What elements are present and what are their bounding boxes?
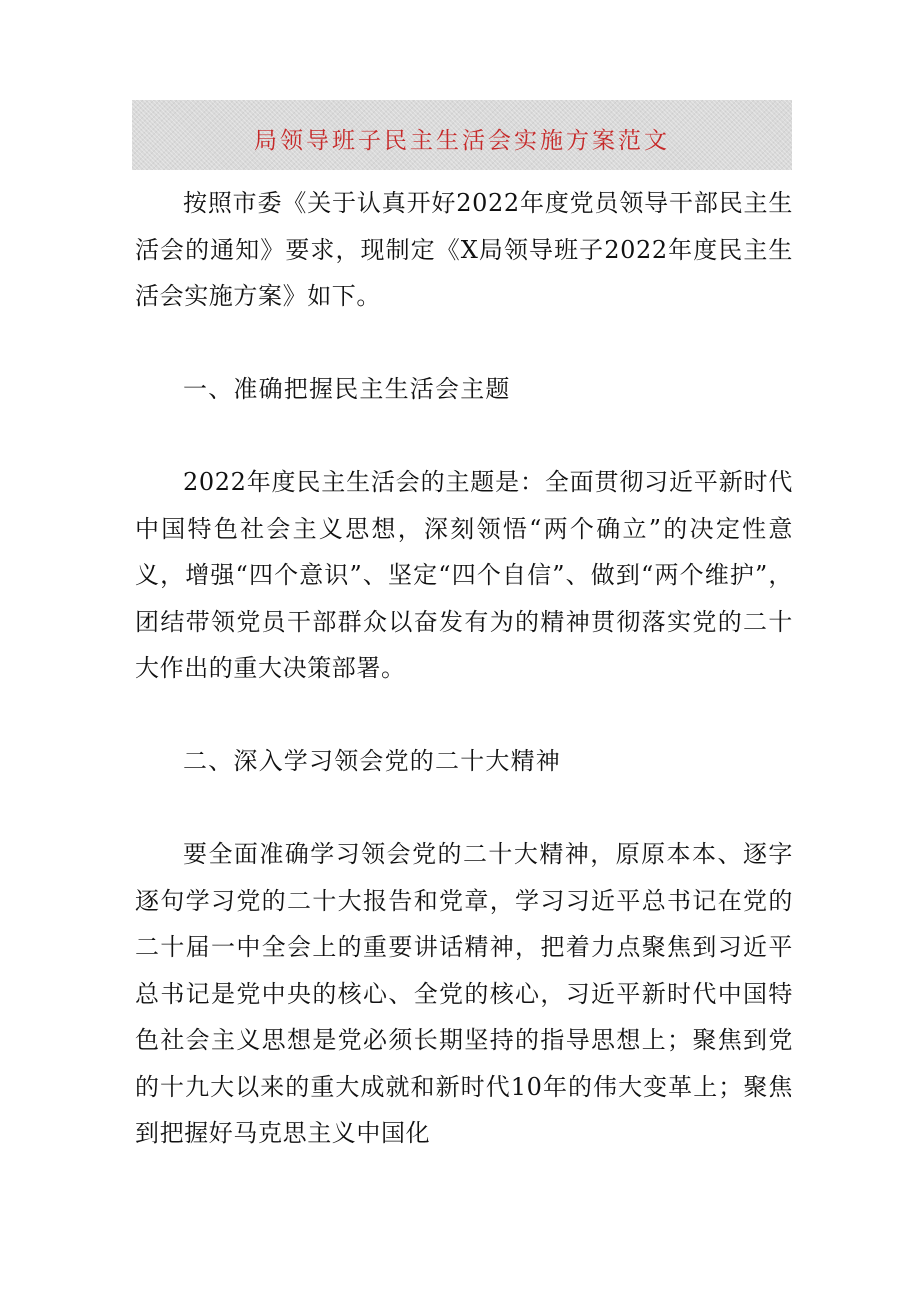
section-heading-2: 二、深入学习领会党的二十大精神 (183, 747, 561, 775)
spacer (135, 785, 793, 832)
document-body (135, 180, 793, 1157)
spacer (135, 692, 793, 739)
spacer (135, 413, 793, 460)
section-paragraph-2: 要全面准确学习领会党的二十大精神，原原本本、逐字逐句学习党的二十大报告和党章，学习习近平总书记在党的二十届一中全会上的重要讲话精神，把着力点聚焦到习近平总书记是党中央的核心、全党的核心，习近平新时代中国特色社会主义思想是党必须长期坚持的指导思想上；聚焦到党的十九大以来的重大成就和新时代10年的伟大变革上；聚焦到把握好马克思主义中国化 (135, 840, 793, 1147)
section-heading-1: 一、准确把握民主生活会主题 (183, 375, 511, 403)
document-title: 局领导班子民主生活会实施方案范文 (254, 127, 670, 154)
spacer (135, 320, 793, 367)
intro-paragraph: 按照市委《关于认真开好2022年度党员领导干部民主生活会的通知》要求，现制定《X局领导班子2022年度民主生活会实施方案》如下。 (135, 189, 793, 310)
title-banner (132, 100, 792, 170)
section-paragraph-1: 2022年度民主生活会的主题是：全面贯彻习近平新时代中国特色社会主义思想，深刻领悟“两个确立”的决定性意义，增强“四个意识”、坚定“四个自信”、做到“两个维护”，团结带领党员干部群众以奋发有为的精神贯彻落实党的二十大作出的重大决策部署。 (135, 468, 793, 682)
